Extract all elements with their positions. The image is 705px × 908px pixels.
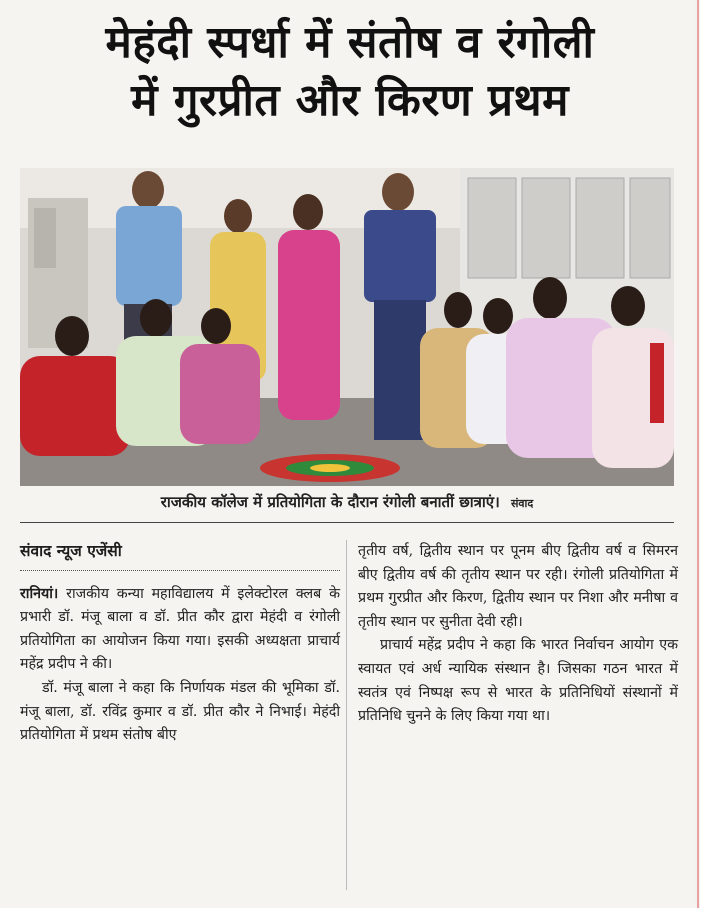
- dateline: रानियां।: [20, 585, 59, 602]
- headline: [20, 14, 680, 130]
- article-column-left: [20, 540, 340, 748]
- article-column-right: [358, 540, 678, 729]
- headline-line-2: में गुरप्रीत और किरण प्रथम: [131, 75, 569, 126]
- column-divider: [346, 540, 347, 890]
- article-paragraph-2: डॉ. मंजू बाला ने कहा कि निर्णायक मंडल की भूमिका डॉ. मंजू बाला, डॉ. रविंद्र कुमार व डॉ. प्रीत कौर ने निभाई। मेहंदी प्रतियोगिता में प्रथम संतोष बीए: [20, 679, 340, 744]
- photo-credit: संवाद: [511, 497, 534, 510]
- paragraph-1-text: राजकीय कन्या महाविद्यालय में इलेक्टोरल क्लब के प्रभारी डॉ. मंजू बाला व डॉ. प्रीत कौर द्वारा मेहंदी व रंगोली प्रतियोगिता का आयोजन किया गया। इसकी अध्यक्षता प्राचार्य महेंद्र प्रदीप ने की।: [20, 585, 340, 673]
- news-photo: [20, 168, 674, 486]
- photo-caption-text: राजकीय कॉलेज में प्रतियोगिता के दौरान रंगोली बनातीं छात्राएं।: [160, 493, 500, 511]
- page-edge-accent: [697, 0, 699, 908]
- caption-divider: [20, 522, 674, 523]
- article-paragraph-4: प्राचार्य महेंद्र प्रदीप ने कहा कि भारत निर्वाचन आयोग एक स्वायत एवं अर्ध न्यायिक संस्थान है। जिसका गठन भारत में स्वतंत्र एवं निष्पक्ष रूप से भारत के प्रतिनिधियों संस्थानों में प्रतिनिधि चुनने के लिए किया गया था।: [358, 637, 678, 725]
- page-edge: [700, 0, 705, 908]
- photo-caption: [20, 492, 674, 512]
- byline: संवाद न्यूज एजेंसी: [20, 540, 340, 571]
- article-paragraph-3: तृतीय वर्ष, द्वितीय स्थान पर पूनम बीए द्वितीय वर्ष व सिमरन बीए द्वितीय वर्ष की तृतीय स्थान पर रही। रंगोली प्रतियोगिता में प्रथम गुरप्रीत और किरण, द्वितीय स्थान पर निशा और मनीषा व तृतीय स्थान पर सुनीता देवी रही।: [358, 543, 678, 630]
- headline-line-1: मेहंदी स्पर्धा में संतोष व रंगोली: [105, 17, 595, 68]
- article-paragraph-1: [20, 583, 340, 677]
